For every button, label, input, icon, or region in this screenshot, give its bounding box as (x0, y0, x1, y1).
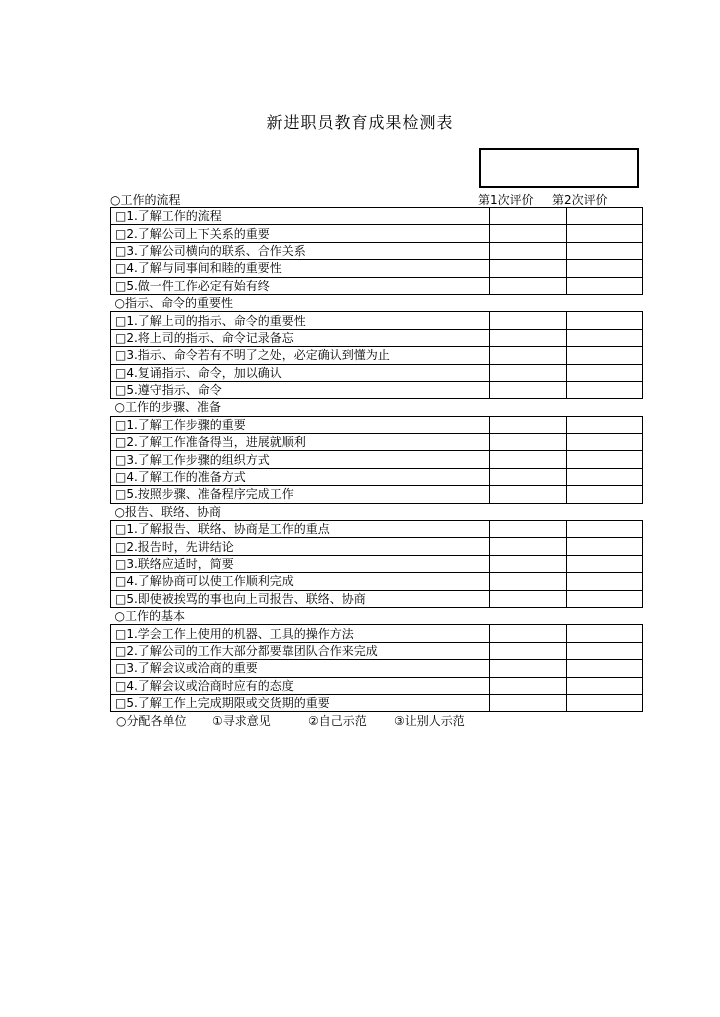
score-cell-first[interactable] (490, 486, 567, 503)
section-row (111, 607, 643, 624)
score-cell-second[interactable] (567, 364, 643, 381)
checklist-item: □2.了解工作准备得当，进展就顺利 (111, 434, 490, 451)
score-cell-second[interactable] (567, 242, 643, 259)
score-cell-second[interactable] (567, 625, 643, 642)
checklist-item: □5.按照步骤、准备程序完成工作 (111, 486, 490, 503)
score-cell-second[interactable] (567, 694, 643, 711)
score-cell-second[interactable] (567, 347, 643, 364)
table-row (111, 260, 643, 277)
checklist-item: □4.复诵指示、命令，加以确认 (111, 364, 490, 381)
table-row (111, 677, 643, 694)
score-cell-second[interactable] (567, 677, 643, 694)
section-title: ○工作的基本 (114, 609, 185, 624)
table-row (111, 329, 643, 346)
table-row (111, 694, 643, 711)
table-row (111, 590, 643, 607)
table-row (111, 347, 643, 364)
header-row (110, 191, 642, 207)
checklist-item: □1.学会工作上使用的机器、工具的操作方法 (111, 625, 490, 642)
score-cell-first[interactable] (490, 573, 567, 590)
score-cell-second[interactable] (567, 521, 643, 538)
score-cell-first[interactable] (490, 625, 567, 642)
checklist-item: □4.了解与同事间和睦的重要性 (111, 260, 490, 277)
table-row (111, 225, 643, 242)
section-row (111, 294, 643, 311)
table-row (111, 381, 643, 398)
legend (116, 712, 465, 729)
section-title: ○工作的步骤、准备 (114, 400, 221, 415)
score-cell-second[interactable] (567, 590, 643, 607)
score-cell-second[interactable] (567, 573, 643, 590)
legend-item: ③让别人示范 (394, 714, 465, 728)
checklist-item: □2.了解公司的工作大部分都要靠团队合作来完成 (111, 642, 490, 659)
score-cell-first[interactable] (490, 434, 567, 451)
table-row (111, 521, 643, 538)
checklist-item: □2.了解公司上下关系的重要 (111, 225, 490, 242)
score-cell-first[interactable] (490, 451, 567, 468)
score-cell-first[interactable] (490, 364, 567, 381)
section-title: ○工作的流程 (110, 193, 181, 207)
checklist-item: □2.报告时，先讲结论 (111, 538, 490, 555)
section-row (111, 399, 643, 416)
checklist-item: □3.了解公司横向的联系、合作关系 (111, 242, 490, 259)
section-title: ○报告、联络、协商 (114, 504, 221, 519)
score-cell-second[interactable] (567, 451, 643, 468)
checklist-item: □2.将上司的指示、命令记录备忘 (111, 329, 490, 346)
table-row (111, 364, 643, 381)
score-cell-second[interactable] (567, 312, 643, 329)
checklist-item: □1.了解报告、联络、协商是工作的重点 (111, 521, 490, 538)
table-row (111, 312, 643, 329)
score-cell-first[interactable] (490, 416, 567, 433)
score-cell-first[interactable] (490, 347, 567, 364)
table-row (111, 486, 643, 503)
stamp-box (479, 148, 639, 188)
table-row (111, 416, 643, 433)
score-cell-second[interactable] (567, 486, 643, 503)
checklist-item: □5.即使被挨骂的事也向上司报告、联络、协商 (111, 590, 490, 607)
score-cell-second[interactable] (567, 260, 643, 277)
checklist-item: □5.做一件工作必定有始有终 (111, 277, 490, 294)
table-row (111, 660, 643, 677)
table-row (111, 451, 643, 468)
table-row (111, 434, 643, 451)
score-cell-first[interactable] (490, 677, 567, 694)
table-row (111, 242, 643, 259)
table-row (111, 555, 643, 572)
section-title: ○指示、命令的重要性 (114, 296, 233, 311)
legend-item: ○分配各单位 (116, 714, 187, 728)
score-cell-first[interactable] (490, 329, 567, 346)
score-cell-second[interactable] (567, 538, 643, 555)
table-row (111, 625, 643, 642)
column-header-second: 第2次评价 (552, 193, 608, 207)
checklist-item: □3.联络应适时，简要 (111, 555, 490, 572)
checklist-item: □3.了解会议或洽商的重要 (111, 660, 490, 677)
score-cell-second[interactable] (567, 208, 643, 225)
table-row (111, 208, 643, 225)
checklist-item: □1.了解工作步骤的重要 (111, 416, 490, 433)
score-cell-second[interactable] (567, 381, 643, 398)
score-cell-first[interactable] (490, 538, 567, 555)
score-cell-first[interactable] (490, 381, 567, 398)
score-cell-first[interactable] (490, 242, 567, 259)
checklist-item: □4.了解协商可以使工作顺利完成 (111, 573, 490, 590)
column-header-first: 第1次评价 (478, 193, 534, 207)
section-row (111, 503, 643, 520)
checklist-item: □4.了解会议或洽商时应有的态度 (111, 677, 490, 694)
score-cell-first[interactable] (490, 277, 567, 294)
score-cell-second[interactable] (567, 225, 643, 242)
score-cell-second[interactable] (567, 660, 643, 677)
score-cell-second[interactable] (567, 329, 643, 346)
score-cell-second[interactable] (567, 642, 643, 659)
score-cell-first[interactable] (490, 468, 567, 485)
score-cell-first[interactable] (490, 694, 567, 711)
score-cell-first[interactable] (490, 225, 567, 242)
checklist-item: □4.了解工作的准备方式 (111, 468, 490, 485)
evaluation-table (110, 207, 643, 712)
checklist-item: □3.了解工作步骤的组织方式 (111, 451, 490, 468)
score-cell-first[interactable] (490, 208, 567, 225)
table-row (111, 538, 643, 555)
score-cell-first[interactable] (490, 642, 567, 659)
score-cell-second[interactable] (567, 434, 643, 451)
score-cell-first[interactable] (490, 660, 567, 677)
score-cell-first[interactable] (490, 260, 567, 277)
legend-item: ①寻求意见 (212, 714, 271, 728)
score-cell-second[interactable] (567, 555, 643, 572)
score-cell-first[interactable] (490, 312, 567, 329)
table-row (111, 277, 643, 294)
legend-item: ②自己示范 (308, 714, 367, 728)
score-cell-second[interactable] (567, 468, 643, 485)
checklist-item: □1.了解上司的指示、命令的重要性 (111, 312, 490, 329)
checklist-item: □5.了解工作上完成期限或交货期的重要 (111, 694, 490, 711)
score-cell-first[interactable] (490, 555, 567, 572)
score-cell-first[interactable] (490, 590, 567, 607)
table-row (111, 642, 643, 659)
score-cell-second[interactable] (567, 416, 643, 433)
checklist-item: □3.指示、命令若有不明了之处，必定确认到懂为止 (111, 347, 490, 364)
table-row (111, 468, 643, 485)
table-row (111, 573, 643, 590)
checklist-item: □1.了解工作的流程 (111, 208, 490, 225)
score-cell-second[interactable] (567, 277, 643, 294)
score-cell-first[interactable] (490, 521, 567, 538)
page-title: 新进职员教育成果检测表 (266, 113, 454, 132)
checklist-item: □5.遵守指示、命令 (111, 381, 490, 398)
